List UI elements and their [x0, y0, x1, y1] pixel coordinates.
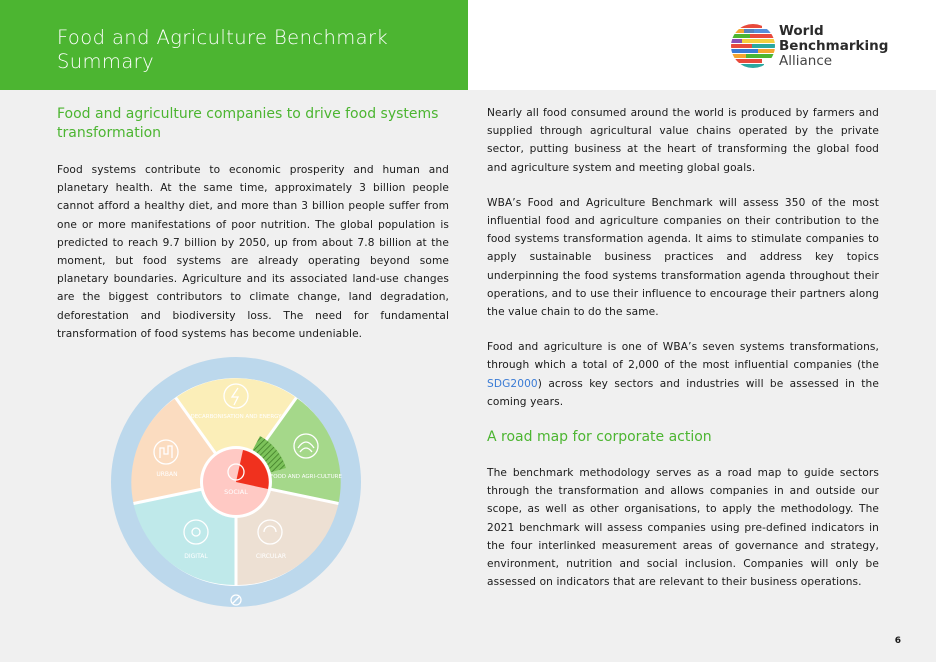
- logo-line-2: Benchmarking: [779, 38, 889, 54]
- label-digital: DIGITAL: [184, 553, 208, 560]
- sdg-text-after: ) across key sectors and industries will be assessed in the coming years.: [487, 377, 879, 408]
- label-social: SOCIAL: [224, 488, 248, 496]
- section-heading-road-map: A road map for corporate action: [487, 429, 712, 446]
- logo-line-3: Alliance: [779, 53, 833, 69]
- left-column: [57, 105, 449, 343]
- sdg2000-link[interactable]: SDG2000: [487, 377, 538, 390]
- paragraph-methodology: The benchmark methodology serves as a road map to guide sectors through the transformation and allows companies in and outside our scope, as well as other organisations, to apply the methodology. The 2021 benchmark will assess companies using pre-defined indicators in the four interlinked measurement areas of governance and strategy, environment, nutrition and social inclusion. Companies will only be assessed on indicators that are relevant to their business operations.: [487, 467, 879, 589]
- right-column: [487, 104, 879, 608]
- label-urban: URBAN: [156, 471, 178, 478]
- logo-area: [468, 0, 936, 90]
- label-decarbonisation: DECARBONISATION AND ENERGY: [190, 414, 282, 420]
- page-number: 6: [894, 636, 901, 646]
- paragraph-sdg2000: [487, 338, 879, 411]
- sdg-text-before: Food and agriculture is one of WBA’s seven systems transformations, through which a total of 2,000 of the most influential companies (the: [487, 341, 879, 372]
- intro-paragraph: Food systems contribute to economic prosperity and human and planetary health. At the same time, approximately 3 billion people cannot afford a healthy diet, and more than 3 billion people suffer from one or more manifestations of poor nutrition. The global population is predicted to reach 9.7 billion by 2050, up from about 7.8 billion at the moment, but food systems are already operating beyond some planetary boundaries. Agriculture and its associated land-use changes are the biggest contributors to climate change, land degradation, deforestation and biodiversity loss. The need for fundamental transformation of food systems has become undeniable.: [57, 164, 449, 340]
- header-band: [0, 0, 468, 90]
- label-food: FOOD AND AGRI-CULTURE: [270, 474, 342, 480]
- logo-line-1: World: [779, 23, 824, 39]
- wba-wordmark: [779, 24, 888, 69]
- section-heading-food-systems: Food and agriculture companies to drive food systems transformation: [57, 106, 439, 141]
- systems-transformation-diagram: [110, 356, 362, 608]
- paragraph-benchmark-scope: WBA’s Food and Agriculture Benchmark will assess 350 of the most influential food and agriculture companies on their contribution to the food systems transformation agenda. It aims to stimulate companies to apply sustainable business practices and address key topics underpinning the food systems transformation agenda throughout their operations, and to use their influence to encourage their partners along the value chain to do the same.: [487, 196, 879, 319]
- page-title: Food and Agriculture Benchmark Summary: [57, 26, 389, 73]
- wba-logo-icon: [730, 23, 776, 69]
- label-circular: CIRCULAR: [255, 553, 287, 560]
- paragraph-food-consumed: Nearly all food consumed around the world is produced by farmers and supplied through agricultural value chains operated by the private sector, putting business at the heart of transforming the global food and agriculture system and meeting global goals.: [487, 107, 879, 174]
